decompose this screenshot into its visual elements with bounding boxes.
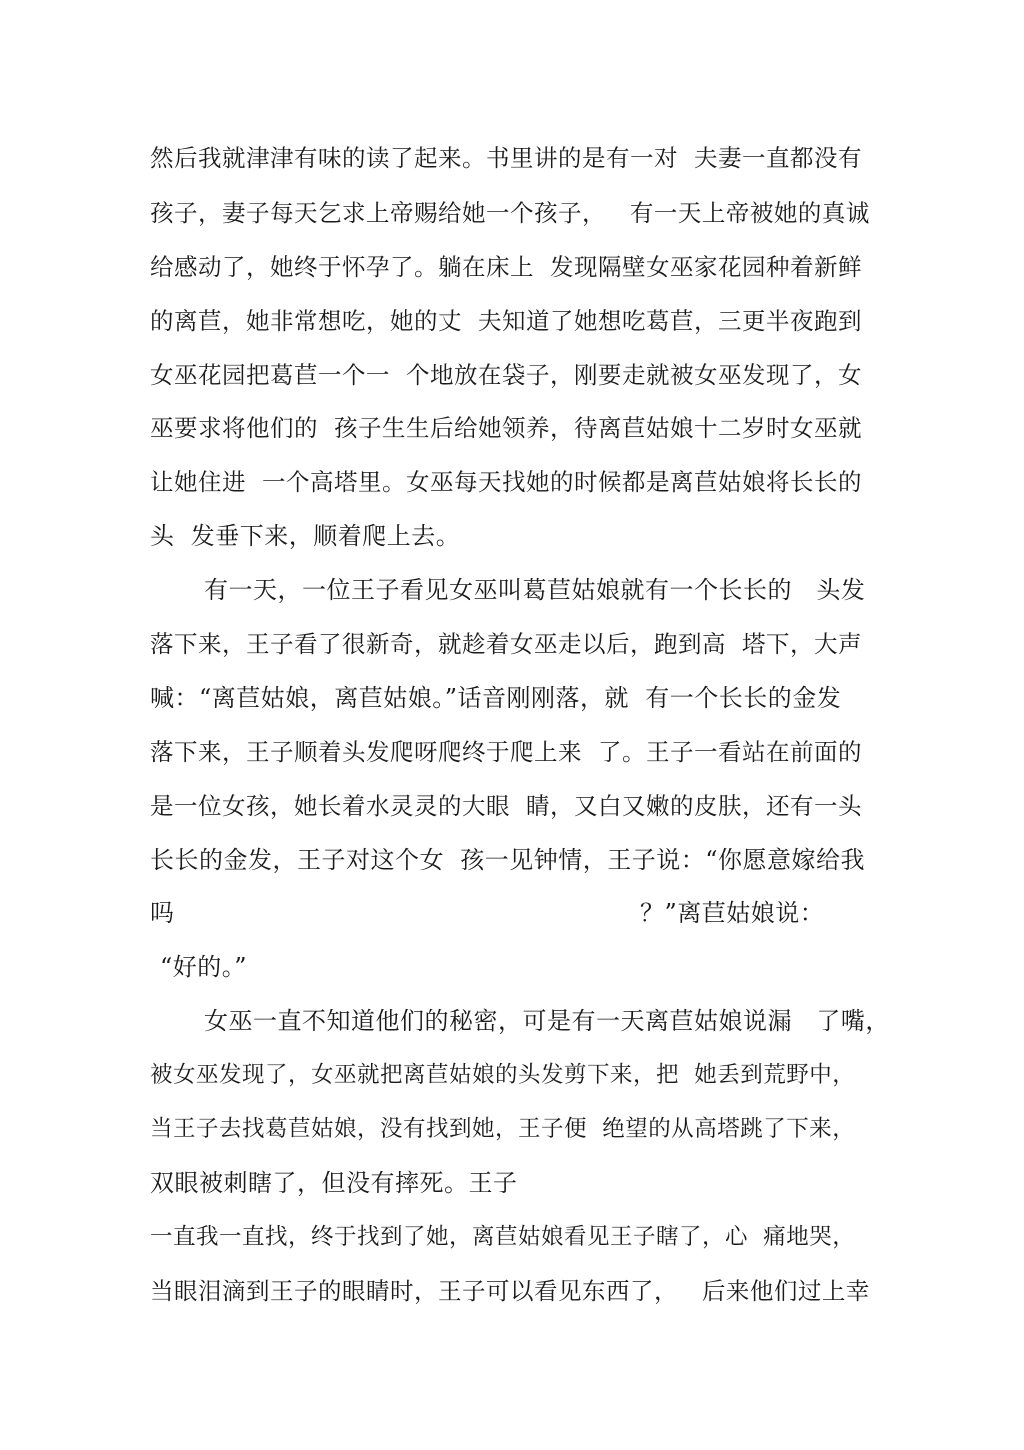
text-line: 落下来，王子看了很新奇，就趁着女巫走以后，跑到高 塔下，大声 xyxy=(150,630,862,658)
text-line: 女巫花园把葛苣一个一 个地放在袋子，刚要走就被女巫发现了，女 xyxy=(150,361,862,389)
text-line: 喊：“离苣姑娘，离苣姑娘。”话音刚刚落，就 有一个长长的金发 xyxy=(150,684,842,712)
text-line: 落下来，王子顺着头发爬呀爬终于爬上来 了。王子一看站在前面的 xyxy=(150,738,862,766)
paragraph-start-line: 女巫一直不知道他们的秘密，可是有一天离苣姑娘说漏 了嘴， xyxy=(204,1007,890,1035)
text-line: 给感动了，她终于怀孕了。躺在床上 发现隔壁女巫家花园种着新鲜 xyxy=(150,253,862,281)
text-line: 双眼被刺瞎了，但没有摔死。王子 xyxy=(150,1169,518,1197)
text-line: 当王子去找葛苣姑娘，没有找到她，王子便 绝望的从高塔跳了下来， xyxy=(150,1116,856,1142)
text-line: 长长的金发，王子对这个女 孩一见钟情，王子说：“你愿意嫁给我 xyxy=(150,846,866,874)
text-line: 当眼泪滴到王子的眼睛时，王子可以看见东西了， 后来他们过上幸 xyxy=(150,1277,870,1305)
text-line: 被女巫发现了，女巫就把离苣姑娘的头发剪下来，把 她丢到荒野中， xyxy=(150,1062,856,1088)
text-line: 是一位女孩，她长着水灵灵的大眼 睛，又白又嫩的皮肤，还有一头 xyxy=(150,792,862,820)
paragraph-start-line: 有一天，一位王子看见女巫叫葛苣姑娘就有一个长长的 头发 xyxy=(204,576,866,604)
text-line: 巫要求将他们的 孩子生生后给她领养，待离苣姑娘十二岁时女巫就 xyxy=(150,414,862,442)
text-line: 一直我一直找，终于找到了她，离苣姑娘看见王子瞎了，心 痛地哭， xyxy=(150,1224,856,1250)
text-line: 吗 xyxy=(150,899,175,927)
text-line: ？”离苣姑娘说： xyxy=(640,899,825,927)
text-line: 头 发垂下来，顺着爬上去。 xyxy=(150,522,461,550)
text-line: “好的。” xyxy=(160,953,248,981)
text-line: 的离苣，她非常想吃，她的丈 夫知道了她想吃葛苣，三更半夜跑到 xyxy=(150,307,862,335)
text-line: 孩子，妻子每天乞求上帝赐给她一个孩子， 有一天上帝被她的真诚 xyxy=(150,199,870,227)
text-line: 然后我就津津有味的读了起来。书里讲的是有一对 夫妻一直都没有 xyxy=(150,144,862,172)
text-line: 让她住进 一个高塔里。女巫每天找她的时候都是离苣姑娘将长长的 xyxy=(150,468,862,496)
